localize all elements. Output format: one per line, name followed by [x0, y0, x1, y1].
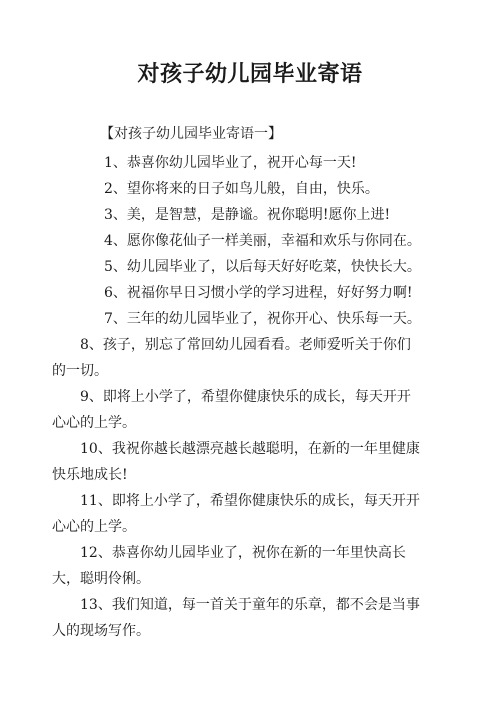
document-title: 对孩子幼儿园毕业寄语	[137, 61, 363, 87]
list-item: 12、恭喜你幼儿园毕业了，祝你在新的一年里快高长大，聪明伶俐。	[52, 545, 406, 587]
list-item: 1、恭喜你幼儿园毕业了，祝开心每一天!	[104, 155, 357, 171]
list-item: 2、望你将来的日子如鸟儿般，自由，快乐。	[104, 181, 379, 197]
list-item: 8、孩子，别忘了常回幼儿园看看。老师爱听关于你们的一切。	[52, 337, 411, 379]
section-heading: 【对孩子幼儿园毕业寄语一】	[100, 126, 282, 142]
document-body	[52, 150, 424, 644]
list-item: 5、幼儿园毕业了，以后每天好好吃菜，快快长大。	[104, 259, 421, 275]
list-item: 13、我们知道，每一首关于童年的乐章，都不会是当事人的现场写作。	[52, 597, 420, 639]
list-item: 4、愿你像花仙子一样美丽，幸福和欢乐与你同在。	[104, 233, 421, 249]
list-item: 7、三年的幼儿园毕业了，祝你开心、快乐每一天。	[104, 311, 421, 327]
list-item: 9、即将上小学了，希望你健康快乐的成长，每天开开心心的上学。	[52, 389, 411, 431]
list-item: 11、即将上小学了，希望你健康快乐的成长，每天开开心心的上学。	[52, 493, 420, 535]
list-item: 10、我祝你越长越漂亮越长越聪明，在新的一年里健康快乐地成长!	[52, 441, 420, 483]
list-item: 3、美，是智慧，是静谧。祝你聪明!愿你上进!	[104, 207, 391, 223]
list-item: 6、祝福你早日习惯小学的学习进程，好好努力啊!	[104, 285, 413, 301]
